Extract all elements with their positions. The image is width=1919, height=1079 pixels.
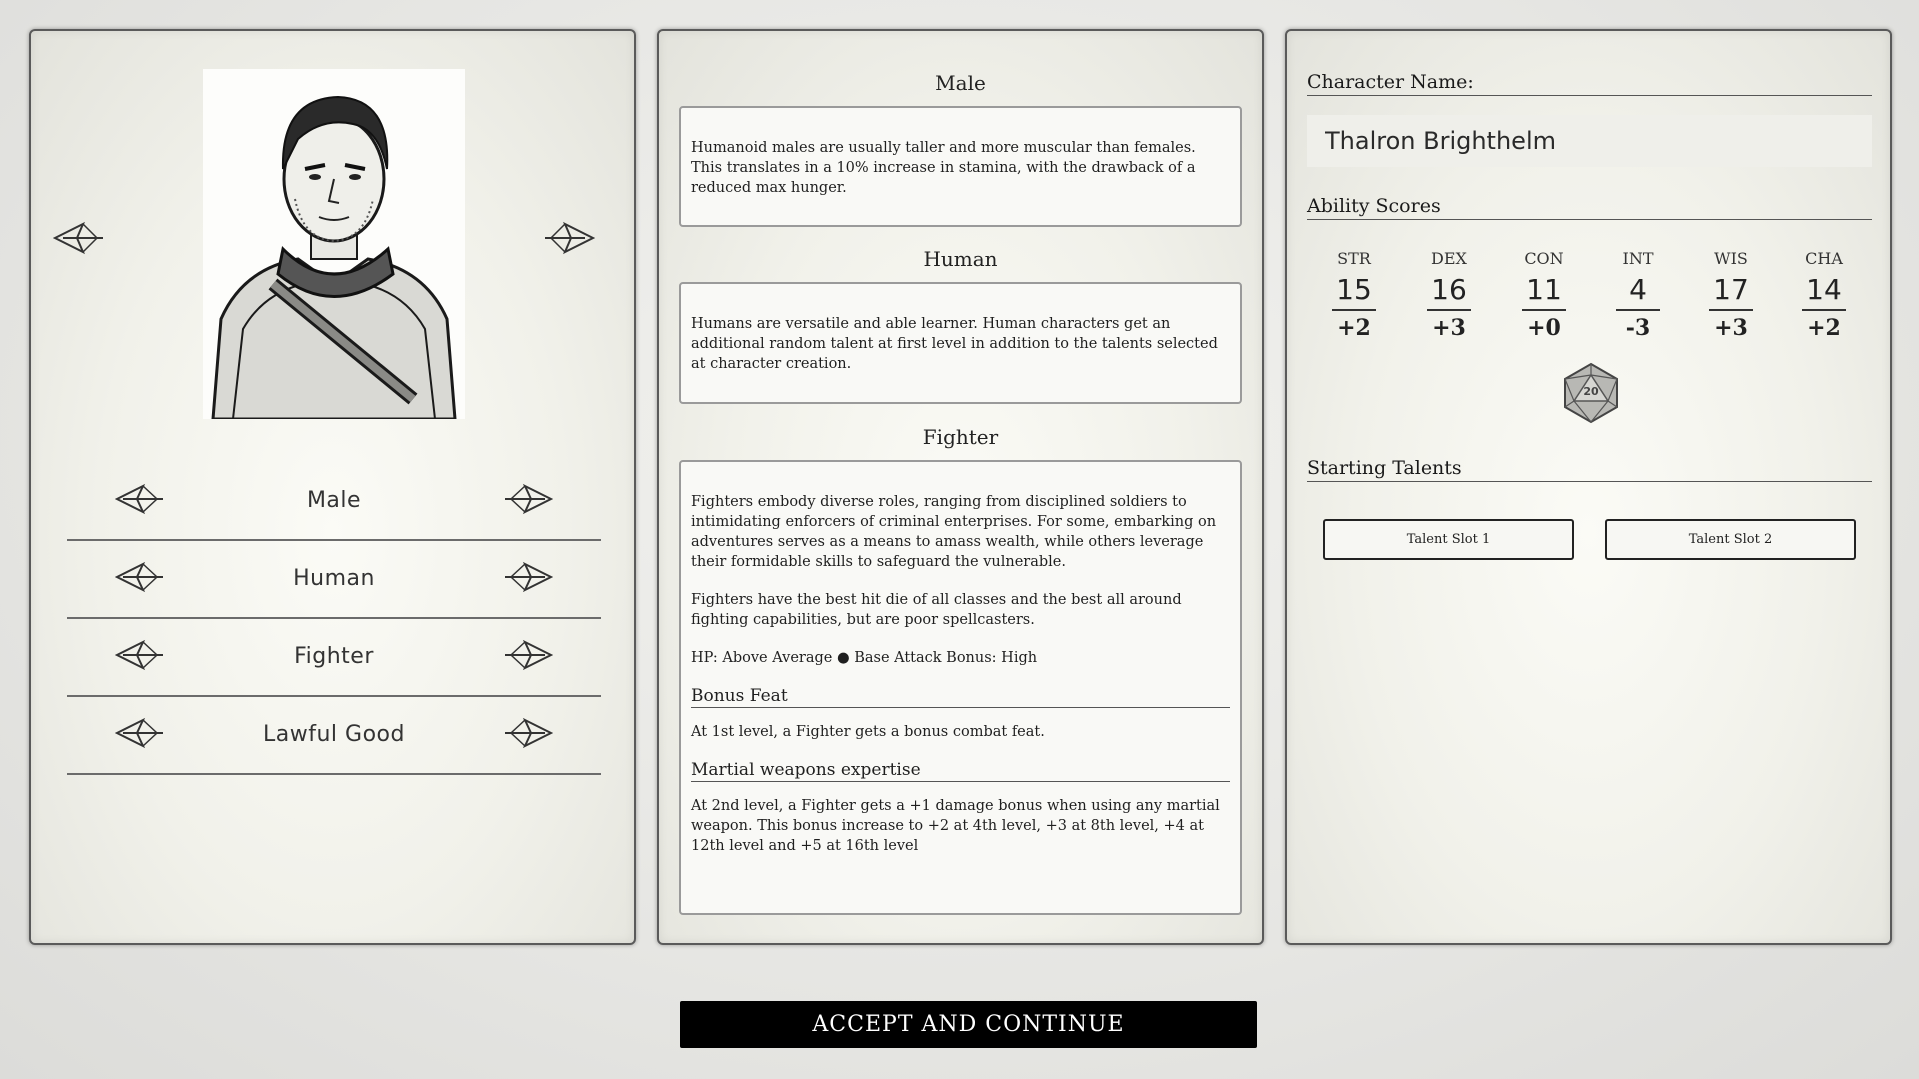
ability-score: 4	[1616, 271, 1660, 311]
ability-wis	[1701, 249, 1761, 341]
ability-score: 16	[1427, 271, 1471, 311]
character-appearance-panel	[29, 29, 636, 945]
ability-str	[1324, 249, 1384, 341]
class-next-arrow-icon[interactable]	[503, 639, 553, 671]
class-section-title: Fighter	[922, 425, 999, 449]
class-description-box	[679, 460, 1242, 915]
ability-dex	[1419, 249, 1479, 341]
accept-and-continue-button[interactable]: ACCEPT AND CONTINUE	[680, 1001, 1257, 1048]
ability-score: 17	[1709, 271, 1753, 311]
gender-prev-arrow-icon[interactable]	[115, 483, 165, 515]
ability-score: 11	[1522, 271, 1566, 311]
ability-cha	[1794, 249, 1854, 341]
race-description-box	[679, 282, 1242, 404]
ability-name: CHA	[1805, 249, 1843, 268]
ability-modifier: +2	[1337, 315, 1371, 341]
character-stats-panel	[1285, 29, 1892, 945]
ability-modifier: +3	[1714, 315, 1748, 341]
race-selector	[67, 539, 601, 619]
ability-name: STR	[1337, 249, 1371, 268]
ability-name: WIS	[1714, 249, 1748, 268]
character-portrait	[203, 69, 465, 419]
ability-score: 14	[1802, 271, 1846, 311]
class-stats: HP: Above Average ● Base Attack Bonus: High	[691, 650, 1038, 666]
ability-modifier: -3	[1625, 315, 1651, 341]
gender-value: Male	[306, 487, 362, 513]
ability-modifier: +2	[1807, 315, 1841, 341]
alignment-selector	[67, 695, 601, 775]
character-name-label: Character Name:	[1307, 71, 1872, 96]
ability-modifier: +0	[1527, 315, 1561, 341]
ability-con	[1514, 249, 1574, 341]
talent-slot-1-button[interactable]: Talent Slot 1	[1323, 519, 1574, 560]
ability-scores-label: Ability Scores	[1307, 195, 1872, 220]
race-next-arrow-icon[interactable]	[503, 561, 553, 593]
portrait-illustration	[203, 69, 465, 419]
gender-description: Humanoid males are usually taller and more muscular than females. This translates in a 10% increase in stamina, with the drawback of a reduced max hunger.	[691, 140, 1196, 196]
ability-scores-grid	[1307, 249, 1872, 369]
race-description: Humans are versatile and able learner. Human characters get an additional random talent at first level in addition to the talents selected at character creation.	[691, 316, 1218, 372]
ability-modifier: +3	[1432, 315, 1466, 341]
gender-description-box	[679, 106, 1242, 227]
ability-int	[1608, 249, 1668, 341]
feat-title-bonus: Bonus Feat	[691, 686, 1230, 708]
class-prev-arrow-icon[interactable]	[115, 639, 165, 671]
portrait-next-arrow-icon[interactable]	[543, 221, 595, 255]
class-selector	[67, 617, 601, 697]
race-value: Human	[293, 565, 375, 591]
class-description-1: Fighters embody diverse roles, ranging from disciplined soldiers to intimidating enforcers of criminal enterprises. For some, embarking on adventures serves as a means to amass wealth, while others leverage their formidable skills to safeguard the vulnerable.	[691, 494, 1217, 570]
class-value: Fighter	[294, 643, 374, 669]
die-face-label: 20	[1583, 385, 1599, 398]
gender-selector	[67, 461, 601, 541]
alignment-value: Lawful Good	[263, 721, 405, 747]
portrait-prev-arrow-icon[interactable]	[53, 221, 105, 255]
alignment-next-arrow-icon[interactable]	[503, 717, 553, 749]
gender-next-arrow-icon[interactable]	[503, 483, 553, 515]
ability-name: DEX	[1431, 249, 1467, 268]
feat-text-bonus: At 1st level, a Fighter gets a bonus combat feat.	[691, 724, 1045, 740]
d20-reroll-icon[interactable]	[1559, 361, 1623, 425]
race-prev-arrow-icon[interactable]	[115, 561, 165, 593]
class-description-2: Fighters have the best hit die of all classes and the best all around fighting capabilities, but are poor spellcasters.	[691, 592, 1182, 628]
talent-slot-2-button[interactable]: Talent Slot 2	[1605, 519, 1856, 560]
ability-score: 15	[1332, 271, 1376, 311]
gender-section-title: Male	[935, 71, 986, 95]
feat-title-martial: Martial weapons expertise	[691, 760, 1230, 782]
character-name-input[interactable]	[1307, 115, 1872, 167]
race-section-title: Human	[923, 247, 998, 271]
feat-text-martial: At 2nd level, a Fighter gets a +1 damage bonus when using any martial weapon. This bonus increase to +2 at 4th level, +3 at 8th level, +4 at 12th level and +5 at 16th level	[691, 798, 1220, 854]
ability-name: INT	[1622, 249, 1654, 268]
starting-talents-label: Starting Talents	[1307, 457, 1872, 482]
alignment-prev-arrow-icon[interactable]	[115, 717, 165, 749]
description-panel	[657, 29, 1264, 945]
ability-name: CON	[1524, 249, 1564, 268]
